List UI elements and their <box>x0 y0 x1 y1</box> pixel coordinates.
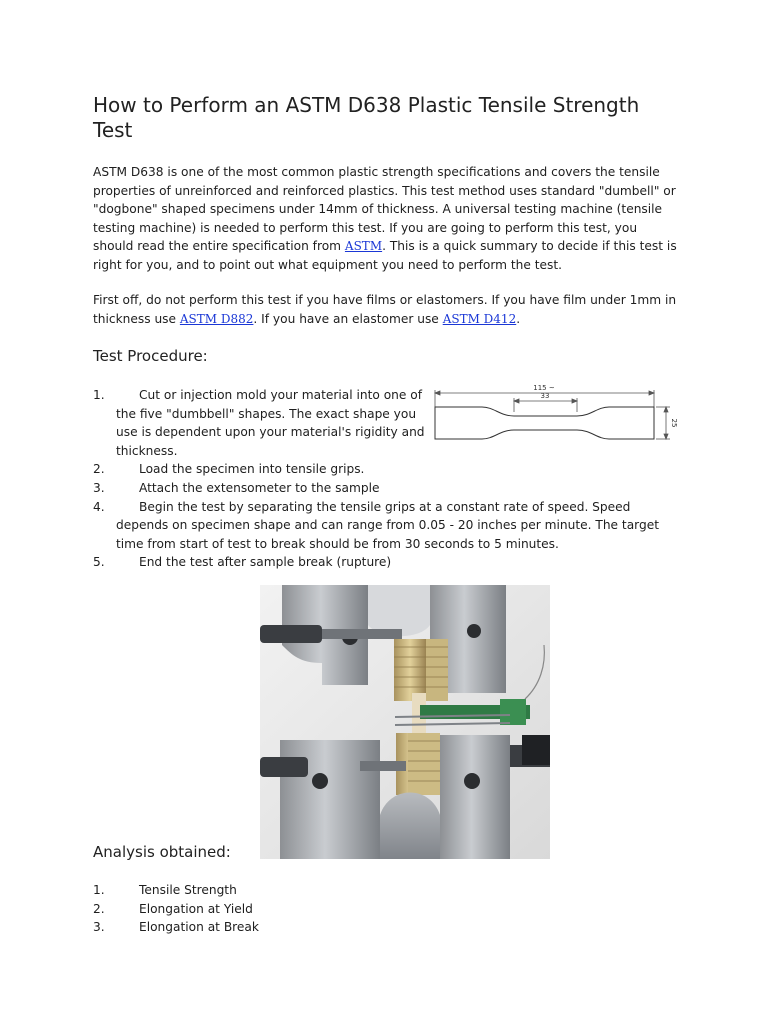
list-number: 5. <box>93 555 105 570</box>
list-text: Tensile Strength <box>139 883 237 897</box>
list-number: 3. <box>93 480 105 495</box>
astm-d882-link[interactable]: ASTM D882 <box>179 311 254 326</box>
list-item <box>93 553 678 572</box>
notice-text-mid: . If you have an elastomer use <box>253 311 443 326</box>
list-text: Begin the test by separating the tensile grips at a constant rate of speed. Speed depends on specimen shape and can range from 0.05 - 20 inches per minute. The target time from start of test to break should be from 30 seconds to 5 minutes. <box>116 499 659 551</box>
intro-text: ASTM D638 is one of the most common plastic strength specifications and covers the tensile properties of unreinforced and reinforced plastics. This test method uses standard "dumbell" or "dogbone" shaped specimens under 14mm of thickness. A universal testing machine (tensile testing machine) is needed to perform this test. If you are going to perform this test, you should read the entire specification from <box>93 165 676 254</box>
notice-text: First off, do not perform this test if you have films or elastomers. If you have film under 1mm in thickness use <box>93 293 677 326</box>
astm-link[interactable]: ASTM <box>344 239 383 254</box>
astm-d412-link[interactable]: ASTM D412 <box>442 311 517 326</box>
list-number: 2. <box>93 462 105 477</box>
procedure-heading: Test Procedure: <box>93 347 208 365</box>
list-number: 2. <box>93 901 105 916</box>
list-item <box>93 479 678 498</box>
dogbone-outline <box>435 407 654 439</box>
list-text: Elongation at Break <box>139 920 259 935</box>
gauge-length-label: 33 <box>540 392 550 400</box>
page-title: How to Perform an ASTM D638 Plastic Tensile Strength Test <box>93 93 640 142</box>
list-number: 1. <box>93 883 105 897</box>
list-item <box>93 900 678 919</box>
list-item <box>93 460 678 479</box>
notice-text-end: . <box>516 311 521 326</box>
intro-text-end: . This is a quick summary to decide if this test is right for you, and to point out what equipment you need to perform the test. <box>93 239 677 272</box>
list-number: 3. <box>93 920 105 935</box>
intro-paragraph <box>93 163 678 275</box>
list-number: 1. <box>93 388 105 402</box>
list-number: 4. <box>93 499 105 514</box>
dogbone-specimen-diagram <box>430 382 682 462</box>
analysis-list <box>93 881 678 937</box>
width-label: 25 <box>670 418 678 428</box>
analysis-heading: Analysis obtained: <box>93 843 231 861</box>
list-text: Elongation at Yield <box>139 901 253 916</box>
list-text: Attach the extensometer to the sample <box>139 480 380 495</box>
overall-length-label: 115 ~ <box>533 384 555 392</box>
list-text: End the test after sample break (rupture) <box>139 555 392 570</box>
list-item <box>93 498 678 554</box>
list-item <box>93 918 678 937</box>
notice-paragraph <box>93 291 678 328</box>
list-text: Cut or injection mold your material into one of the five "dumbbell" shapes. The exact shape you use is dependent upon your material's rigidity and thickness. <box>116 388 425 458</box>
list-text: Load the specimen into tensile grips. <box>139 462 365 477</box>
tensile-grips-photo <box>260 585 550 859</box>
list-item <box>93 881 678 900</box>
